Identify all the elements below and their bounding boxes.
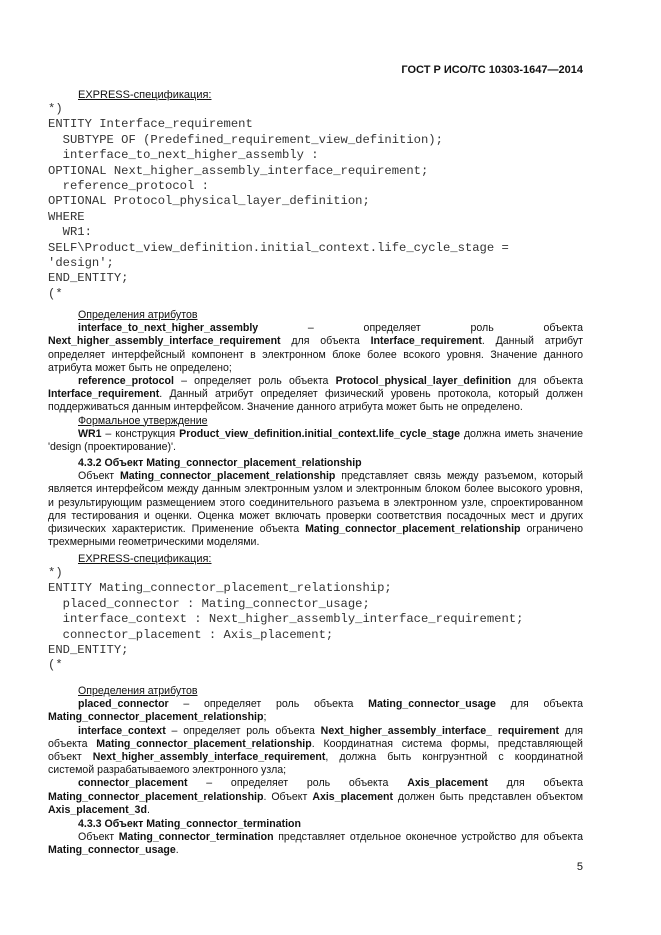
section-heading: 4.3.2 Объект Mating_connector_placement_relationship bbox=[78, 457, 362, 469]
text: . Объект bbox=[263, 790, 313, 803]
entity-ref: Interface_requirement bbox=[48, 388, 160, 401]
attribute-term: reference_protocol bbox=[78, 375, 174, 388]
entity-ref: Mating_connector_usage bbox=[48, 844, 176, 857]
attribute-term: placed_connector bbox=[78, 698, 169, 711]
text: Объект bbox=[78, 831, 119, 844]
rule-term: WR1 bbox=[78, 427, 102, 440]
text: должна иметь значение 'design (проектирование)'. bbox=[48, 427, 583, 454]
formal-paragraph bbox=[48, 428, 583, 454]
section-heading: 4.3.3 Объект Mating_connector_termination bbox=[78, 818, 302, 830]
text: представляет связь между разъемом, который является интерфейсом между данным электронным узлом и электронным блоком более высокого уровня, и результирующим размещением этого соединительного разъема в электронном узле, спроектированном для тестирования и оценки. Оценка может включать проверки соответствия посадочных мест и других физических характеристик. Применение объекта bbox=[48, 470, 583, 536]
entity-ref: Product_view_definition.initial_context.life_cycle_stage bbox=[179, 427, 460, 440]
attribute-term: connector_placement bbox=[78, 777, 188, 790]
express-label: EXPRESS-спецификация: bbox=[78, 89, 212, 101]
entity-ref: Mating_connector_placement_relationship bbox=[119, 470, 336, 483]
text: для объекта bbox=[495, 698, 583, 711]
text: – определяет роль объекта bbox=[187, 777, 408, 790]
text: для объекта bbox=[511, 375, 583, 388]
express-code: *) ENTITY Interface_requirement SUBTYPE OF (Predefined_requirement_view_definition); interface_to_next_higher_assembly : OPTIONAL Next_higher_assembly_interface_requirement; reference_protocol : OPTIONAL Protocol_physical_layer_definition; WHERE WR1: SELF\Product_view_definition.initial_context.life_cycle_stage = 'design'; END_ENTITY; (* bbox=[48, 102, 509, 301]
express-code: *) ENTITY Mating_connector_placement_relationship; placed_connector : Mating_connector_usage; interface_context : Next_higher_assembly_interface_requirement; connector_placement : Axis_placement; END_ENTITY; (* bbox=[48, 566, 524, 673]
section-4-3-3 bbox=[48, 818, 583, 858]
text: . Данный атрибут определяет физический уровень протокола, который должен поддерживаться данным интерфейсом. Значение данного атрибута может быть не определено. bbox=[48, 388, 583, 414]
text: должен быть представлен объектом bbox=[392, 790, 583, 803]
entity-ref: Mating_connector_placement_relationship bbox=[305, 523, 521, 536]
text: для объекта bbox=[280, 335, 371, 348]
entity-ref: Mating_connector_placement_relationship bbox=[96, 737, 312, 750]
text: . Данный атрибут определяет интерфейсный компонент в электронном блоке более всокого уровня. Значение данного атрибута может быть не определено; bbox=[48, 335, 583, 374]
text: – определяет роль объекта bbox=[258, 322, 583, 335]
attribute-term: interface_context bbox=[78, 724, 166, 737]
express-spec-1 bbox=[48, 88, 583, 302]
text: – определяет роль объекта bbox=[168, 698, 369, 711]
express-label: EXPRESS-спецификация: bbox=[78, 553, 212, 565]
entity-ref: Mating_connector_placement_relationship bbox=[48, 790, 264, 803]
text: для объекта bbox=[48, 724, 583, 750]
text: , должна быть конгруэнтной с координатной системой разрабатываемого электронного узла; bbox=[48, 751, 584, 777]
attribute-paragraph bbox=[48, 698, 583, 724]
entity-ref: Mating_connector_usage bbox=[368, 698, 496, 711]
attribute-paragraph bbox=[48, 322, 583, 375]
document-header: ГОСТ Р ИСО/ТС 10303-1647—2014 bbox=[401, 64, 583, 76]
entity-ref: Next_higher_assembly_interface_requirement bbox=[48, 335, 281, 348]
section-paragraph bbox=[48, 470, 583, 549]
entity-ref: Axis_placement_3d bbox=[48, 803, 147, 816]
formal-heading: Формальное утверждение bbox=[78, 414, 208, 427]
text: . bbox=[175, 844, 179, 857]
text: – конструкция bbox=[101, 427, 180, 440]
express-spec-2 bbox=[48, 552, 583, 674]
attribute-definitions-1 bbox=[48, 309, 583, 454]
text: – определяет роль объекта bbox=[165, 724, 321, 737]
attribute-paragraph bbox=[48, 777, 583, 817]
attribute-heading: Определения атрибутов bbox=[78, 309, 198, 321]
section-paragraph bbox=[48, 831, 583, 857]
attribute-paragraph bbox=[48, 375, 583, 415]
text: – определяет роль объекта bbox=[173, 375, 336, 388]
text: Объект bbox=[78, 470, 120, 483]
text: . bbox=[146, 803, 150, 816]
entity-ref: Next_higher_assembly_interface_ requirement bbox=[320, 724, 560, 737]
entity-ref: Mating_connector_placement_relationship bbox=[48, 711, 264, 724]
entity-ref: Interface_requirement bbox=[370, 335, 482, 348]
attribute-definitions-2 bbox=[48, 685, 583, 817]
entity-ref: Next_higher_assembly_interface_requirement bbox=[92, 751, 326, 764]
attribute-paragraph bbox=[48, 725, 583, 778]
entity-ref: Mating_connector_termination bbox=[118, 831, 274, 844]
text: представляет отдельное оконечное устройство для объекта bbox=[273, 831, 583, 844]
text: ; bbox=[263, 711, 267, 724]
attribute-heading: Определения атрибутов bbox=[78, 685, 198, 697]
text: . Координатная система формы, представляющей объект bbox=[48, 737, 583, 764]
text: ограничено трехмерными геометрическими моделями. bbox=[48, 523, 583, 549]
section-4-3-2 bbox=[48, 457, 583, 549]
entity-ref: Axis_placement bbox=[407, 777, 488, 790]
attribute-term: interface_to_next_higher_assembly bbox=[78, 322, 259, 335]
page-number: 5 bbox=[576, 861, 583, 873]
entity-ref: Protocol_physical_layer_definition bbox=[335, 375, 512, 388]
entity-ref: Axis_placement bbox=[312, 790, 393, 803]
text: для объекта bbox=[487, 777, 583, 790]
